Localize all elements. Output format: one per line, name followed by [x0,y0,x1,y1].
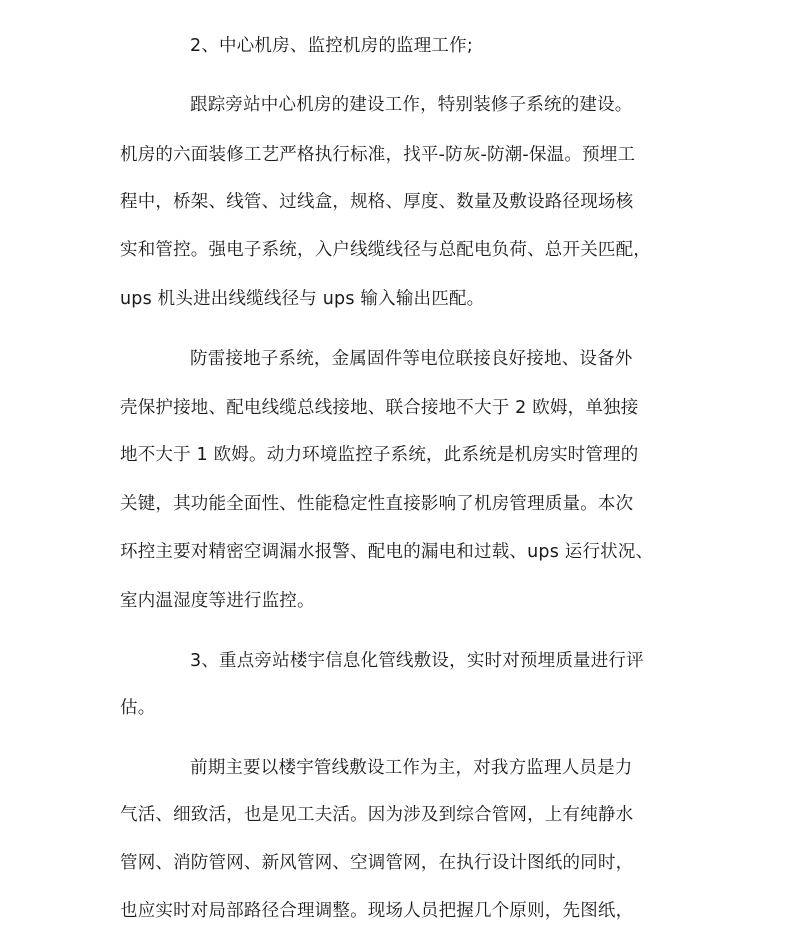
paragraph-line: 估。 [120,698,156,718]
paragraph-line: 关键，其功能全面性、性能稳定性直接影响了机房管理质量。本次 [120,494,634,514]
paragraph-line: 管网、消防管网、新风管网、空调管网，在执行设计图纸的同时， [120,853,634,873]
paragraph-line: 防雷接地子系统，金属固件等电位联接良好接地、设备外 [190,349,633,369]
section-heading-2: 2、中心机房、监控机房的监理工作; [190,36,473,56]
paragraph-line: 室内温湿度等进行监控。 [120,591,315,611]
paragraph-line: 地不大于 1 欧姆。动力环境监控子系统，此系统是机房实时管理的 [120,445,639,465]
section-heading-3: 3、重点旁站楼宇信息化管线敷设，实时对预埋质量进行评 [190,651,644,671]
paragraph-line: 跟踪旁站中心机房的建设工作，特别装修子系统的建设。 [190,95,633,115]
paragraph-line: 壳保护接地、配电线缆总线接地、联合接地不大于 2 欧姆，单独接 [120,398,639,418]
paragraph-line: ups 机头进出线缆线径与 ups 输入输出匹配。 [120,289,485,309]
paragraph-line: 环控主要对精密空调漏水报警、配电的漏电和过载、ups 运行状况、 [120,542,654,562]
paragraph-line: 实和管控。强电子系统，入户线缆线径与总配电负荷、总开关匹配， [120,240,651,260]
paragraph-line: 气活、细致活，也是见工夫活。因为涉及到综合管网，上有纯静水 [120,805,634,825]
paragraph-line: 前期主要以楼宇管线敷设工作为主，对我方监理人员是力 [190,758,633,778]
paragraph-line: 也应实时对局部路径合理调整。现场人员把握几个原则，先图纸， [120,901,634,921]
paragraph-line: 程中，桥架、线管、过线盒，规格、厚度、数量及敷设路径现场核 [120,192,634,212]
paragraph-line: 机房的六面装修工艺严格执行标准，找平-防灰-防潮-保温。预埋工 [120,145,636,165]
